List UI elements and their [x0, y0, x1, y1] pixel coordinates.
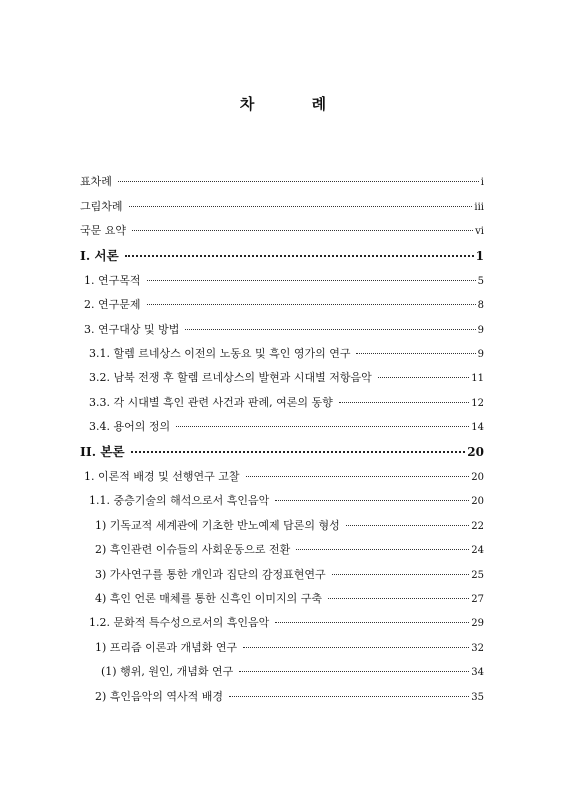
toc-entry[interactable] [84, 469, 484, 486]
toc-page-number: vi [475, 226, 484, 237]
toc-entry-label: 1) 프리즘 이론과 개념화 연구 [95, 641, 238, 654]
toc-entry-label: 1.1. 중층기술의 해석으로서 흑인음악 [89, 494, 270, 507]
toc-page-number: iii [474, 202, 484, 213]
toc-entry-label: (1) 행위, 원인, 개념화 연구 [101, 665, 234, 678]
toc-page-number: 35 [471, 692, 484, 703]
toc-entry-label: 1. 이론적 배경 및 선행연구 고찰 [84, 470, 240, 483]
toc-entry[interactable] [101, 664, 484, 681]
toc-leader-dots [246, 476, 470, 477]
toc-entry[interactable] [89, 419, 484, 436]
toc-entry[interactable] [80, 223, 484, 240]
toc-entry[interactable] [84, 273, 484, 290]
toc-page-number: 32 [471, 643, 484, 654]
toc-page-number: 8 [477, 300, 484, 311]
toc-entry-label: 2. 연구문제 [84, 298, 141, 311]
toc-entry[interactable] [80, 174, 484, 191]
toc-leader-dots [332, 574, 470, 575]
toc-entry[interactable] [95, 518, 484, 535]
toc-page-number: 9 [477, 325, 484, 336]
toc-page-number: 27 [471, 594, 484, 605]
toc-leader-dots [328, 598, 469, 599]
toc-leader-dots [296, 549, 469, 550]
toc-leader-dots [339, 402, 470, 403]
toc-entry-label: 1.2. 문화적 특수성으로서의 흑인음악 [89, 616, 270, 629]
toc-entry[interactable] [80, 248, 484, 264]
toc-leader-dots [275, 622, 469, 623]
toc-leader-dots [185, 329, 475, 330]
toc-entry-label: 3. 연구대상 및 방법 [84, 323, 180, 336]
toc-entry[interactable] [80, 444, 484, 460]
toc-page-number: 11 [471, 373, 484, 384]
toc-page-number: 34 [471, 667, 484, 678]
toc-entry[interactable] [95, 591, 484, 608]
toc-entry[interactable] [84, 322, 484, 339]
toc-page-number: 25 [471, 570, 484, 581]
page-title: 차 례 [239, 95, 353, 113]
toc-leader-dots [129, 206, 473, 207]
toc-entry-label: 1) 기독교적 세계관에 기초한 반노예제 담론의 형성 [95, 519, 340, 532]
toc-entry-label: 3.4. 용어의 정의 [89, 420, 171, 433]
toc-leader-dots [176, 426, 469, 427]
toc-leader-dots [125, 255, 474, 257]
toc-leader-dots [378, 377, 470, 378]
toc-page-number: 1 [475, 249, 484, 263]
toc-entry-label: 국문 요약 [80, 224, 127, 237]
toc-leader-dots [132, 230, 473, 231]
toc-page-number: 20 [471, 472, 484, 483]
toc-entry-label: 1. 연구목적 [84, 274, 141, 287]
toc-leader-dots [229, 696, 469, 697]
toc-entry[interactable] [95, 567, 484, 584]
toc-page-number: i [480, 177, 484, 188]
toc-entry[interactable] [89, 395, 484, 412]
toc-entry-label: 그림차례 [80, 200, 123, 213]
toc-entry[interactable] [95, 689, 484, 706]
toc-page-number: 5 [477, 276, 484, 287]
toc-leader-dots [131, 451, 466, 453]
toc-entry[interactable] [89, 346, 484, 363]
toc-entry[interactable] [89, 615, 484, 632]
toc-entry[interactable] [95, 542, 484, 559]
toc-page-number: 24 [471, 545, 484, 556]
toc-entry-label: 2) 흑인음악의 역사적 배경 [95, 690, 224, 703]
toc-page-number: 9 [477, 349, 484, 360]
toc-page-number: 20 [471, 496, 484, 507]
toc-entry-label: 3) 가사연구를 통한 개인과 집단의 감정표현연구 [95, 568, 326, 581]
toc-leader-dots [147, 304, 476, 305]
toc-leader-dots [243, 647, 469, 648]
toc-entry[interactable] [89, 370, 484, 387]
toc-leader-dots [239, 671, 469, 672]
toc-leader-dots [118, 181, 479, 182]
toc-leader-dots [275, 500, 469, 501]
toc-entry[interactable] [89, 493, 484, 510]
toc-page-number: 14 [471, 422, 484, 433]
toc-leader-dots [356, 353, 475, 354]
toc-entry-label: 4) 흑인 언론 매체를 통한 신흑인 이미지의 구축 [95, 592, 323, 605]
toc-entry-label: 3.2. 남북 전쟁 후 할렘 르네상스의 발현과 시대별 저항음악 [89, 371, 372, 384]
toc-entry-label: 표차례 [80, 175, 112, 188]
toc-entry-label: I. 서론 [80, 248, 119, 263]
toc-entry[interactable] [95, 640, 484, 657]
toc-leader-dots [147, 280, 476, 281]
toc-entry-label: II. 본론 [80, 444, 125, 459]
toc-leader-dots [346, 525, 469, 526]
toc-entry[interactable] [80, 199, 484, 216]
toc-entry-label: 3.3. 각 시대별 흑인 관련 사건과 판례, 여론의 동향 [89, 396, 333, 409]
toc-entry-label: 3.1. 할렘 르네상스 이전의 노동요 및 흑인 영가의 연구 [89, 347, 351, 360]
toc-page-number: 22 [471, 521, 484, 532]
toc-page-number: 20 [467, 445, 484, 459]
toc-page-number: 12 [471, 398, 484, 409]
toc-entry[interactable] [84, 297, 484, 314]
toc-entry-label: 2) 흑인관련 이슈들의 사회운동으로 전환 [95, 543, 291, 556]
toc-page-number: 29 [471, 618, 484, 629]
